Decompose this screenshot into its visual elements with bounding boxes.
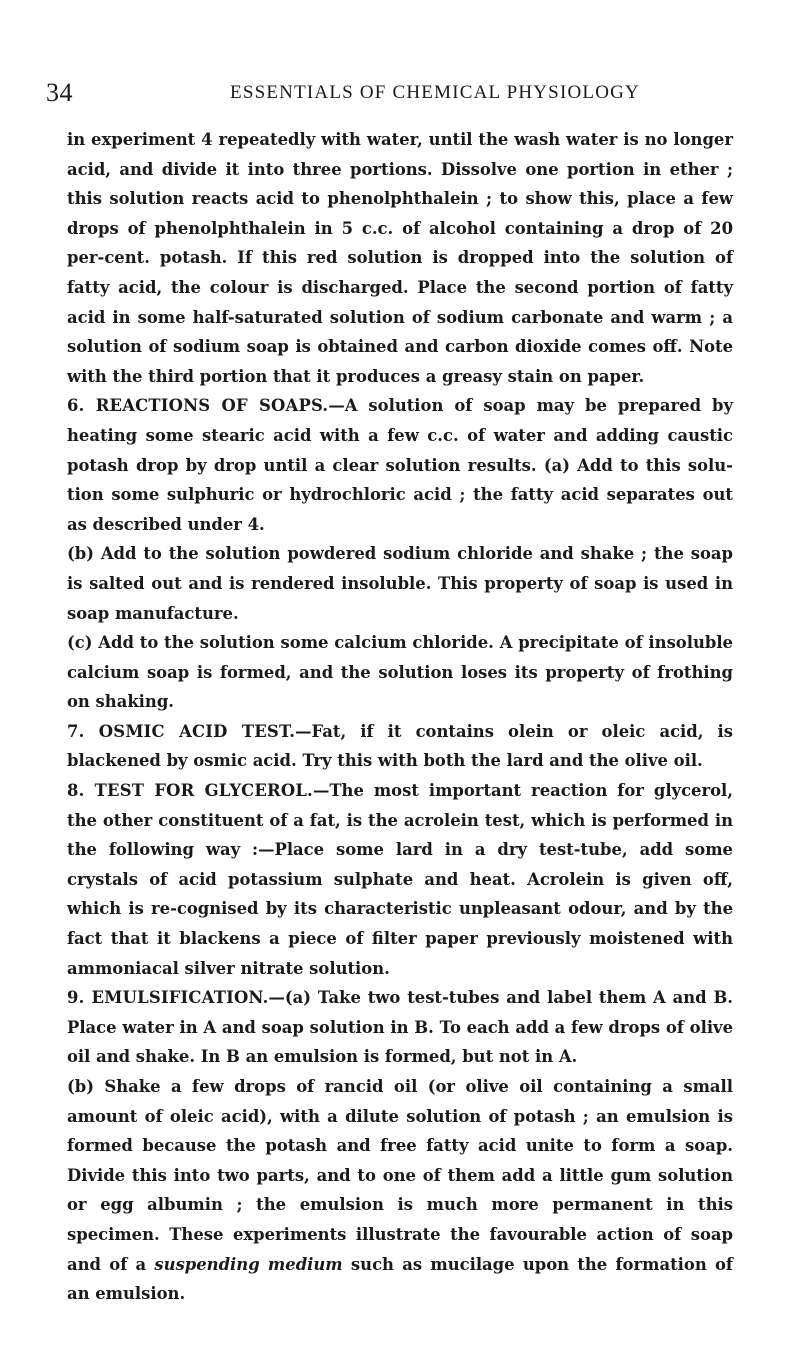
paragraph-rancid-oil-emulsion <box>67 1072 733 1309</box>
paragraph-calcium-soap: (c) Add to the solution some calcium chloride. A precipitate of insoluble calcium soap is formed, and the solution loses its property of frothing on shaking. <box>67 633 733 712</box>
paragraph-osmic-acid-test <box>67 717 733 776</box>
page-header <box>46 78 754 108</box>
section-heading-reactions-of-soaps: 6. REACTIONS OF SOAPS. <box>67 396 329 416</box>
paragraph-salting-out: (b) Add to the solution powdered sodium chloride and shake ; the soap is salted out and is rendered insoluble. This property of soap is used in soap manufacture. <box>67 544 733 623</box>
text-rancid-oil-before: (b) Shake a few drops of rancid oil (or olive oil containing a small amount of oleic acid), with a dilute solution of potash ; an emulsion is formed because the potash and free fatty acid unite to form a soap. Divide this into two parts, and to one of them add a little gum solution or egg albumin ; the emulsion is much more permanent in this specimen. These experiments illustrate the favourable action of soap and of a <box>67 1077 733 1274</box>
section-heading-osmic-acid-test: 7. OSMIC ACID TEST. <box>67 721 296 741</box>
section-text-emulsification: —(a) Take two test-tubes and label them A and B. Place water in A and soap solution in B. To each add a few drops of olive oil and shake. In B an emulsion is formed, but not in A. <box>67 988 734 1067</box>
section-heading-test-for-glycerol: 8. TEST FOR GLYCEROL. <box>67 781 313 801</box>
paragraph-test-for-glycerol <box>67 776 733 983</box>
italic-suspending-medium: suspending medium <box>154 1254 343 1274</box>
paragraph-reactions-of-soaps <box>67 391 733 539</box>
paragraph-fatty-acid-portions: in experiment 4 repeatedly with water, until the wash water is no longer acid, and divide it into three portions. Dissolve one portion in ether ; this solution reacts acid to phenolphthalein ; to show this, place a few drops of phenolphthalein in 5 c.c. of alcohol containing a drop of 20 per-cent. potash. If this red solution is dropped into the solution of fatty acid, the colour is discharged. Place the second portion of fatty acid in some half-saturated solution of sodium carbonate and warm ; a solution of sodium soap is obtained and carbon dioxide comes off. Note with the third portion that it produces a greasy stain on paper. <box>67 130 733 386</box>
section-heading-emulsification: 9. EMULSIFICATION. <box>67 988 269 1008</box>
section-text-test-for-glycerol: —The most important reaction for glycerol, the other constituent of a fat, is the acrolein test, which is performed in the following way :—Place some lard in a dry test-tube, add some crystals of acid potassium sulphate and heat. Acrolein is given off, which is re-cognised by its characteristic unpleasant odour, and by the fact that it blackens a piece of filter paper previously moistened with ammoniacal silver nitrate solution. <box>67 781 733 978</box>
text-rancid-oil-after: such as mucilage upon the formation of an emulsion. <box>67 1254 733 1304</box>
running-head: ESSENTIALS OF CHEMICAL PHYSIOLOGY <box>230 82 640 103</box>
body-text <box>67 125 733 1309</box>
page-number: 34 <box>46 78 73 107</box>
section-text-osmic-acid-test: —Fat, if it contains olein or oleic acid, is blackened by osmic acid. Try this with both the lard and the olive oil. <box>67 721 734 771</box>
section-text-reactions-of-soaps: —A solution of soap may be prepared by heating some stearic acid with a few c.c. of water and adding caustic potash drop by drop until a clear solution results. (a) Add to this solu-tion some sulphuric or hydrochloric acid ; the fatty acid separates out as described under 4. <box>67 396 734 534</box>
paragraph-emulsification <box>67 983 733 1072</box>
